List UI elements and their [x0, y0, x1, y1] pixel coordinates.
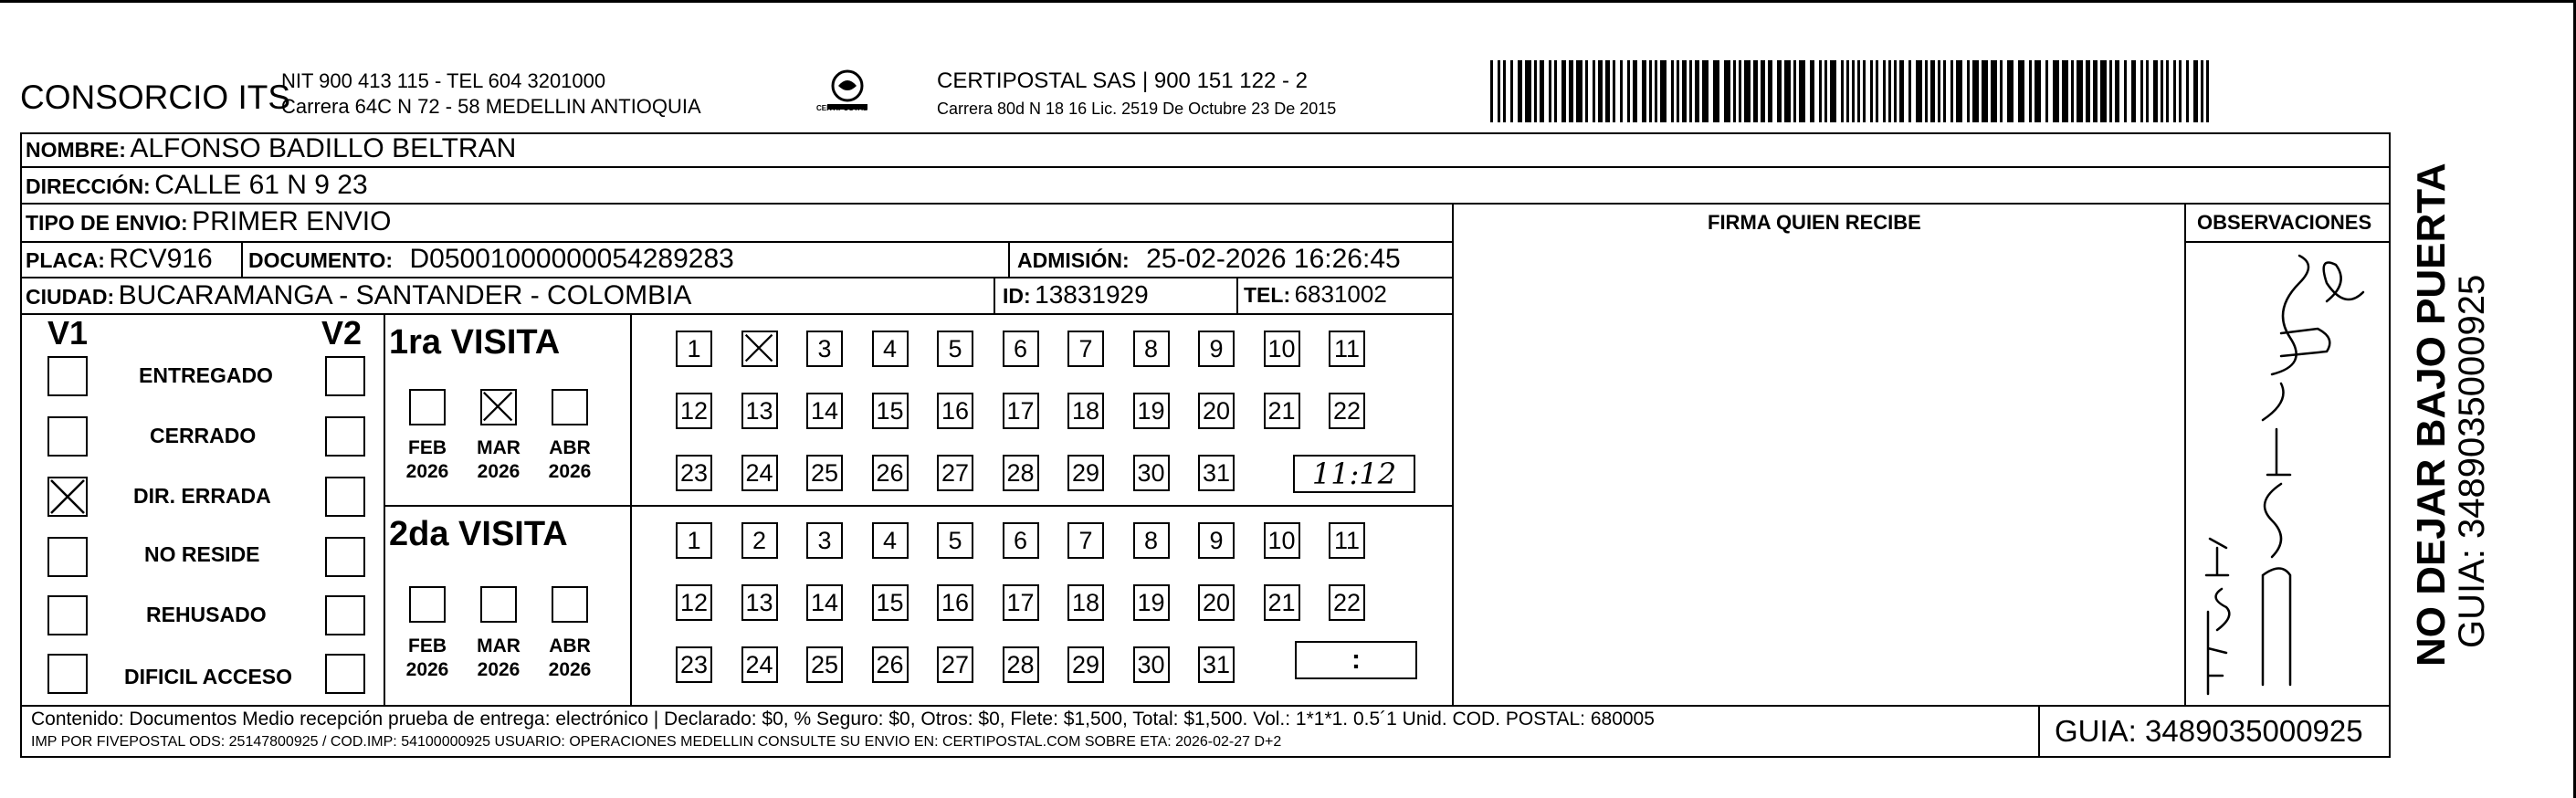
direccion-label: DIRECCIÓN:: [26, 174, 151, 198]
visit1-month-mar[interactable]: [480, 389, 517, 425]
visit2-day-label: 2: [752, 526, 767, 554]
status-cerrado: CERRADO: [150, 424, 257, 447]
visit2-day-label: 3: [817, 526, 832, 554]
admision-row: [1017, 244, 1401, 275]
visit2-day-label: 31: [1202, 650, 1231, 678]
visit2-year-mar: 2026: [477, 659, 520, 680]
visit1-label-abr: ABR: [549, 437, 591, 458]
documento-row: [248, 244, 734, 275]
visit2-day-label: 22: [1332, 588, 1362, 616]
status-entregado: ENTREGADO: [139, 363, 273, 387]
visit2-day-3[interactable]: [806, 522, 843, 559]
barcode-icon: [1490, 60, 2212, 122]
visit2-day-label: 30: [1137, 650, 1165, 678]
v2-checkbox-dir-errada[interactable]: [325, 477, 365, 517]
visit1-day-label: 20: [1202, 396, 1231, 425]
visit1-day-label: 11: [1333, 334, 1361, 362]
visit2-day-label: 11: [1333, 526, 1361, 554]
visit1-title: 1ra VISITA: [389, 323, 561, 362]
status-dificil-acceso: DIFICIL ACCESO: [124, 665, 293, 688]
visit1-day-11[interactable]: [1329, 331, 1365, 367]
certi-line-2: Carrera 80d N 18 16 Lic. 2519 De Octubre 23 De 2015: [937, 100, 1337, 118]
visit2-day-label: 1: [687, 526, 701, 554]
visit1-day-28[interactable]: [1003, 455, 1039, 491]
visit2-day-5[interactable]: [937, 522, 973, 559]
visit2-day-13[interactable]: [741, 584, 778, 621]
visit2-day-6[interactable]: [1003, 522, 1039, 559]
certipostal-logo-icon: [820, 66, 875, 121]
admision-label: ADMISIÓN:: [1017, 248, 1130, 272]
company-line-1: NIT 900 413 115 - TEL 604 3201000: [281, 69, 606, 92]
visit1-month-abr[interactable]: [552, 389, 588, 425]
visit1-day-label: 9: [1209, 334, 1224, 362]
footer-line-1: Contenido: Documentos Medio recepción prueba de entrega: electrónico | Declarado: $0, % Seguro: $0, Otros: $0, Flete: $1,500, Total: $1,500. Vol.: 1*1*1. 0.5´1 Unid. COD. POSTAL: 680005: [31, 709, 1655, 730]
visit2-day-label: 16: [941, 588, 970, 616]
visit1-day-label: 18: [1071, 396, 1100, 425]
visit2-day-label: 8: [1143, 526, 1159, 554]
visit1-day-26[interactable]: [872, 455, 909, 491]
visit2-day-24[interactable]: [741, 646, 778, 683]
visit1-day-label: 17: [1006, 396, 1035, 425]
visit2-day-31[interactable]: [1198, 646, 1235, 683]
visit2-year-feb: 2026: [405, 659, 449, 680]
visit2-day-21[interactable]: [1264, 584, 1300, 621]
visit1-day-8[interactable]: [1133, 331, 1170, 367]
visit2-day-22[interactable]: [1329, 584, 1365, 621]
visit2-day-16[interactable]: [937, 584, 973, 621]
visit2-day-29[interactable]: [1067, 646, 1104, 683]
visit2-day-20[interactable]: [1198, 584, 1235, 621]
side-text: [2411, 9, 2491, 667]
visit1-day-label: 23: [679, 458, 709, 487]
visit2-day-9[interactable]: [1198, 522, 1235, 559]
visit2-month-feb[interactable]: [409, 586, 446, 623]
visit2-day-label: 7: [1078, 526, 1093, 554]
visit2-day-label: 29: [1071, 650, 1100, 678]
v2-header: V2: [321, 314, 363, 352]
visit2-day-label: 24: [745, 650, 773, 678]
v1-checkbox-cerrado[interactable]: [47, 416, 88, 457]
visit2-day-label: 25: [810, 650, 839, 678]
visit2-day-label: 27: [941, 650, 970, 678]
visit2-month-abr[interactable]: [552, 586, 588, 623]
visit1-day-9[interactable]: [1198, 331, 1235, 367]
visit1-day-label: 26: [876, 458, 904, 487]
visit1-day-label: 8: [1143, 334, 1159, 362]
visit2-day-14[interactable]: [806, 584, 843, 621]
direccion-row: [26, 170, 368, 201]
nombre-row: [26, 133, 516, 164]
tel-value: 6831002: [1294, 280, 1387, 308]
v2-checkbox-no-reside[interactable]: [325, 537, 365, 577]
nombre-value: ALFONSO BADILLO BELTRAN: [130, 133, 517, 163]
visit1-day-label: 24: [745, 458, 773, 487]
status-no-reside: NO RESIDE: [144, 542, 260, 566]
visit1-day-2[interactable]: [741, 331, 778, 367]
visit1-day-label: 27: [941, 458, 970, 487]
status-rehusado: REHUSADO: [146, 603, 267, 626]
nombre-label: NOMBRE:: [26, 138, 126, 162]
check-x-icon: [49, 478, 86, 515]
visit1-day-7[interactable]: [1067, 331, 1104, 367]
visit1-day-24[interactable]: [741, 455, 778, 491]
visit1-time-value: 11:12: [1311, 457, 1397, 491]
visit2-day-label: 20: [1202, 588, 1231, 616]
visit2-day-label: 28: [1006, 650, 1035, 678]
v1-checkbox-dificil-acceso[interactable]: [47, 654, 88, 694]
observation-handwritten: [2190, 247, 2385, 703]
footer-line-2: IMP POR FIVEPOSTAL ODS: 25147800925 / COD.IMP: 54100000925 USUARIO: OPERACIONES MEDELLIN CONSULTE SU ENVIO EN: CERTIPOSTAL.COM SOBRE ETA: 2026-02-27 D+2: [31, 734, 1282, 750]
visit2-year-abr: 2026: [548, 659, 592, 680]
visit2-day-label: 4: [882, 526, 898, 554]
visit1-day-4[interactable]: [872, 331, 909, 367]
visit2-day-label: 5: [948, 526, 962, 554]
check-x-icon: [482, 391, 515, 424]
visit2-label-abr: ABR: [549, 635, 591, 656]
certi-line-1: CERTIPOSTAL SAS | 900 151 122 - 2: [937, 68, 1308, 93]
v1-header: V1: [47, 314, 89, 352]
visit1-label-feb: FEB: [408, 437, 447, 458]
visit1-day-label: 4: [882, 334, 898, 362]
visit2-day-26[interactable]: [872, 646, 909, 683]
tel-label: TEL:: [1244, 283, 1291, 307]
visit1-day-31[interactable]: [1198, 455, 1235, 491]
visit1-day-27[interactable]: [937, 455, 973, 491]
visit2-day-12[interactable]: [676, 584, 712, 621]
logo-text: CERTIPOSTAL: [816, 104, 867, 112]
visit2-day-8[interactable]: [1133, 522, 1170, 559]
documento-value: D05001000000054289283: [409, 244, 734, 274]
id-value: 13831929: [1035, 280, 1149, 309]
visit2-day-4[interactable]: [872, 522, 909, 559]
visit2-day-label: 15: [876, 588, 904, 616]
visit2-day-30[interactable]: [1133, 646, 1170, 683]
v1-checkbox-entregado[interactable]: [47, 356, 88, 396]
visit2-day-label: 21: [1267, 588, 1296, 616]
visit2-day-label: 10: [1267, 526, 1296, 554]
visit1-day-label: 1: [687, 334, 701, 362]
id-label: ID:: [1003, 284, 1031, 308]
visit2-time-value: :: [1351, 645, 1361, 675]
visit2-day-15[interactable]: [872, 584, 909, 621]
visit2-time-box[interactable]: [1295, 641, 1417, 679]
no-dejar-bajo-puerta: NO DEJAR BAJO PUERTA: [2409, 163, 2454, 667]
visit1-day-17[interactable]: [1003, 393, 1039, 429]
id-row: [1003, 280, 1149, 310]
observaciones-header: OBSERVACIONES: [2197, 211, 2372, 234]
footer-guia: GUIA: 3489035000925: [2055, 714, 2363, 748]
v1-checkbox-dir-errada[interactable]: [47, 477, 88, 517]
direccion-value: CALLE 61 N 9 23: [154, 170, 368, 200]
visit1-day-20[interactable]: [1198, 393, 1235, 429]
tipo-value: PRIMER ENVIO: [192, 206, 392, 236]
ciudad-row: [26, 280, 691, 311]
visit2-month-mar[interactable]: [480, 586, 517, 623]
v2-checkbox-entregado[interactable]: [325, 356, 365, 396]
visit1-day-label: 30: [1137, 458, 1165, 487]
visit1-day-5[interactable]: [937, 331, 973, 367]
visit1-day-12[interactable]: [676, 393, 712, 429]
visit2-day-18[interactable]: [1067, 584, 1104, 621]
visit2-day-11[interactable]: [1329, 522, 1365, 559]
visit1-day-21[interactable]: [1264, 393, 1300, 429]
visit2-title: 2da VISITA: [389, 515, 568, 553]
visit1-day-label: 25: [810, 458, 839, 487]
visit2-day-2[interactable]: [741, 522, 778, 559]
visit1-day-label: 19: [1137, 396, 1165, 425]
certipostal-logo: [820, 66, 875, 121]
firma-header: FIRMA QUIEN RECIBE: [1708, 211, 1921, 234]
visit2-day-label: 23: [679, 650, 709, 678]
visit2-day-10[interactable]: [1264, 522, 1300, 559]
visit1-day-13[interactable]: [741, 393, 778, 429]
visit1-day-22[interactable]: [1329, 393, 1365, 429]
visit1-day-15[interactable]: [872, 393, 909, 429]
visit1-month-feb[interactable]: [409, 389, 446, 425]
placa-value: RCV916: [109, 244, 213, 274]
admision-value: 25-02-2026 16:26:45: [1146, 244, 1401, 274]
visit2-label-mar: MAR: [477, 635, 520, 656]
visit1-day-6[interactable]: [1003, 331, 1039, 367]
visit1-day-label: 29: [1071, 458, 1100, 487]
tel-row: [1244, 280, 1387, 309]
visit2-day-17[interactable]: [1003, 584, 1039, 621]
visit2-day-label: 17: [1006, 588, 1035, 616]
visit1-day-label: 13: [745, 396, 773, 425]
visit1-year-mar: 2026: [477, 461, 520, 482]
visit1-day-label: 15: [876, 396, 904, 425]
visit1-day-label: 7: [1078, 334, 1093, 362]
visit1-day-25[interactable]: [806, 455, 843, 491]
company-line-2: Carrera 64C N 72 - 58 MEDELLIN ANTIOQUIA: [281, 95, 701, 118]
tipo-label: TIPO DE ENVIO:: [26, 211, 188, 235]
visit2-day-1[interactable]: [676, 522, 712, 559]
visit1-day-label: 6: [1013, 334, 1028, 362]
placa-row: [26, 244, 213, 275]
visit1-day-18[interactable]: [1067, 393, 1104, 429]
v1-checkbox-no-reside[interactable]: [47, 537, 88, 577]
visit1-day-14[interactable]: [806, 393, 843, 429]
ciudad-label: CIUDAD:: [26, 285, 115, 309]
side-guia: GUIA: 3489035000925: [2452, 274, 2492, 648]
handwriting-scribble-icon: [2190, 247, 2385, 703]
v2-checkbox-rehusado[interactable]: [325, 595, 365, 635]
visit1-day-label: 22: [1332, 396, 1362, 425]
tipo-row: [26, 206, 391, 237]
visit2-day-23[interactable]: [676, 646, 712, 683]
visit2-day-7[interactable]: [1067, 522, 1104, 559]
visit1-day-19[interactable]: [1133, 393, 1170, 429]
visit1-day-label: 31: [1202, 458, 1231, 487]
status-dir-errada: DIR. ERRADA: [133, 484, 271, 508]
visit1-day-label: 28: [1006, 458, 1035, 487]
visit1-day-label: 5: [948, 334, 962, 362]
visit1-day-1[interactable]: [676, 331, 712, 367]
visit1-day-label: 16: [941, 396, 970, 425]
visit2-day-label: 13: [745, 588, 773, 616]
visit2-day-label: 19: [1137, 588, 1165, 616]
placa-label: PLACA:: [26, 248, 105, 272]
visit2-day-label: 18: [1071, 588, 1100, 616]
visit2-day-label: 26: [876, 650, 904, 678]
visit2-day-label: 12: [679, 588, 709, 616]
visit1-day-label: 12: [679, 396, 709, 425]
visit1-day-30[interactable]: [1133, 455, 1170, 491]
ciudad-value: BUCARAMANGA - SANTANDER - COLOMBIA: [118, 280, 692, 310]
visit1-day-label: 3: [817, 334, 832, 362]
visit1-year-feb: 2026: [405, 461, 449, 482]
visit1-day-23[interactable]: [676, 455, 712, 491]
visit1-label-mar: MAR: [477, 437, 520, 458]
barcode: [1490, 60, 2212, 122]
v2-checkbox-cerrado[interactable]: [325, 416, 365, 457]
visit1-day-label: 10: [1267, 334, 1296, 362]
visit2-day-25[interactable]: [806, 646, 843, 683]
visit2-day-label: 6: [1013, 526, 1028, 554]
check-x-icon: [743, 332, 776, 365]
visit2-label-feb: FEB: [408, 635, 447, 656]
visit1-day-label: 14: [810, 396, 839, 425]
visit1-day-3[interactable]: [806, 331, 843, 367]
v1-checkbox-rehusado[interactable]: [47, 595, 88, 635]
visit1-time-box[interactable]: [1293, 455, 1415, 493]
company-name: CONSORCIO ITS: [20, 79, 291, 116]
visit1-day-10[interactable]: [1264, 331, 1300, 367]
visit2-day-label: 14: [810, 588, 839, 616]
visit1-year-abr: 2026: [548, 461, 592, 482]
visit2-day-27[interactable]: [937, 646, 973, 683]
visit1-day-29[interactable]: [1067, 455, 1104, 491]
visit2-day-19[interactable]: [1133, 584, 1170, 621]
v2-checkbox-dificil-acceso[interactable]: [325, 654, 365, 694]
documento-label: DOCUMENTO:: [248, 248, 394, 272]
visit2-day-label: 9: [1209, 526, 1224, 554]
visit1-day-label: 21: [1267, 396, 1296, 425]
visit2-day-28[interactable]: [1003, 646, 1039, 683]
visit1-day-16[interactable]: [937, 393, 973, 429]
top-border: [0, 0, 2576, 3]
